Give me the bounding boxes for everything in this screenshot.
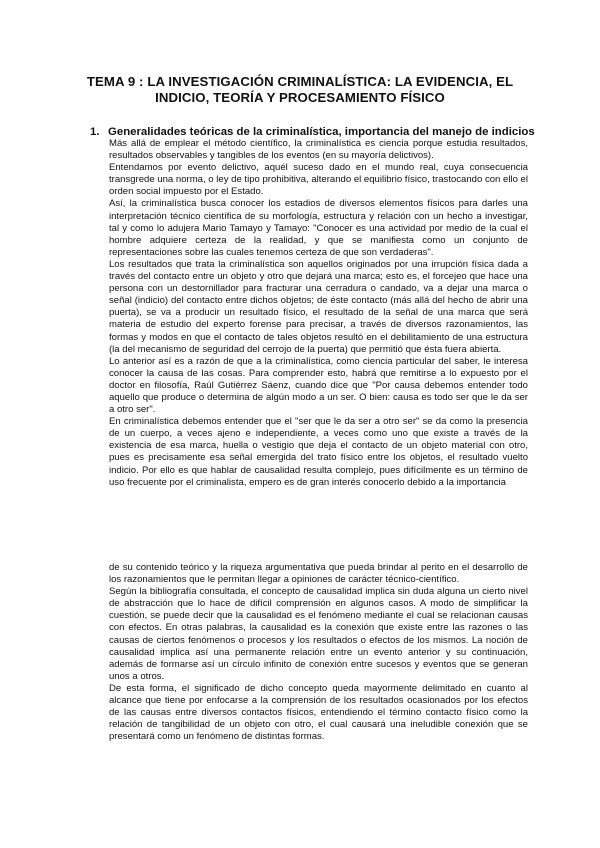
paragraph: Lo anterior así es a razón de que a la criminalística, como ciencia particular del saber, le interesa conocer la causa de las cosas. Para comprender esto, habrá que remitirse a lo expuesto por el doctor en filosofía, Raúl Gutiérrez Sáenz, cuando dice que "Por causa debemos entender todo aquello que produce o determina de algún modo a un ser. O bien: causa es todo ser que le da ser a otro ser". [109,355,528,416]
body-text-part-2 [109,562,528,743]
document-title [70,74,530,106]
paragraph: Los resultados que trata la criminalística son aquellos originados por una irrupción física dada a través del contacto entre un objeto y otro que dejará una marca; esto es, el forcejeo que hace una persona con un destornillador para fracturar una cerradura o candado, va a dejar una marca o señal (indicio) del contacto entre dichos objetos; de éste contacto (más allá del hecho de abrir una puerta), se va a producir un resultado físico, el resultado de la señal de una marca que será materia de estudio del experto forense para precisar, a través de diversos razonamientos, las formas y modos en que el contacto de tales objetos resultó en el debilitamiento de una estructura (la del mecanismo de seguridad del cerrojo de la puerta) que permitió que ésta fuera abierta. [109,258,528,355]
section-number: 1. [90,126,100,138]
paragraph: Así, la criminalística busca conocer los estadios de diversos elementos físicos para darles una interpretación técnico científica de su morfología, estructura y relación con un hecho a investigar, tal y como lo adujera Mario Tamayo y Tamayo: "Conocer es una actividad por medio de la cual el hombre adquiere certeza de la realidad, y que se manifiesta como un conjunto de representaciones sobre las cuales tenemos certeza de que son verdaderas". [109,198,528,258]
paragraph: Entendamos por evento delictivo, aquél suceso dado en el mundo real, cuya consecuencia transgrede una norma, o ley de tipo prohibitiva, alterando el equilibrio físico, trastocando con ello el orden social impuesto por el Estado. [109,162,528,198]
body-text-part-1 [109,138,528,489]
title-line-1: TEMA 9 : LA INVESTIGACIÓN CRIMINALÍSTICA: LA EVIDENCIA, EL [86,74,514,89]
section-heading-text: Generalidades teóricas de la criminalística, importancia del manejo de indicios [108,126,535,138]
paragraph: De esta forma, el significado de dicho concepto queda mayormente delimitado en cuanto al alcance que tiene por enfocarse a la comprensión de los resultados ocasionados por los efectos de las causas entre diversos contactos físicos, entendiendo el término contacto físico como la relación de tangibilidad de un objeto con otro, el cual causará una ineludible conexión que se presentará como un fenómeno de distintas formas. [109,682,528,743]
paragraph: En criminalística debemos entender que el "ser que le da ser a otro ser" se da como la presencia de un cuerpo, a veces ajeno e independiente, a veces como uno que existe a través de la existencia de esa marca, huella o vestigio que deja el contacto de un objeto material con otro, pues es precisamente esa señal emergida del trato físico entre los objetos, el resultado vuelto indicio. Por ello es que hablar de causalidad resulta complejo, pues difícilmente es un término de uso frecuente por el criminalista, empero es de gran interés conocerlo debido a la importancia [109,416,528,488]
paragraph: Más allá de emplear el método científico, la criminalística es ciencia porque estudia resultados, resultados observables y tangibles de los eventos (en su mayoría delictivos). [109,138,528,162]
paragraph: de su contenido teórico y la riqueza argumentativa que pueda brindar al perito en el desarrollo de los razonamientos que le permitan llegar a opiniones de carácter técnico-científico. [109,562,528,586]
title-line-2: INDICIO, TEORÍA Y PROCESAMIENTO FÍSICO [155,90,445,105]
paragraph: Según la bibliografía consultada, el concepto de causalidad implica sin duda alguna un cierto nivel de abstracción que lo hace de difícil comprensión en algunos casos. A modo de simplificar la cuestión, se puede decir que la causalidad es el fenómeno mediante el cual se relacionan causas con efectos. En otras palabras, la causalidad es la conexión que existe entre las razones o las causas de ciertos fenómenos o procesos y los resultados o efectos de los mismos. La noción de causalidad implica así una permanente relación entre un evento anterior y su continuación, además de formarse así un círculo infinito de conexión entre sucesos y eventos que se generan unos a otros. [109,586,528,682]
